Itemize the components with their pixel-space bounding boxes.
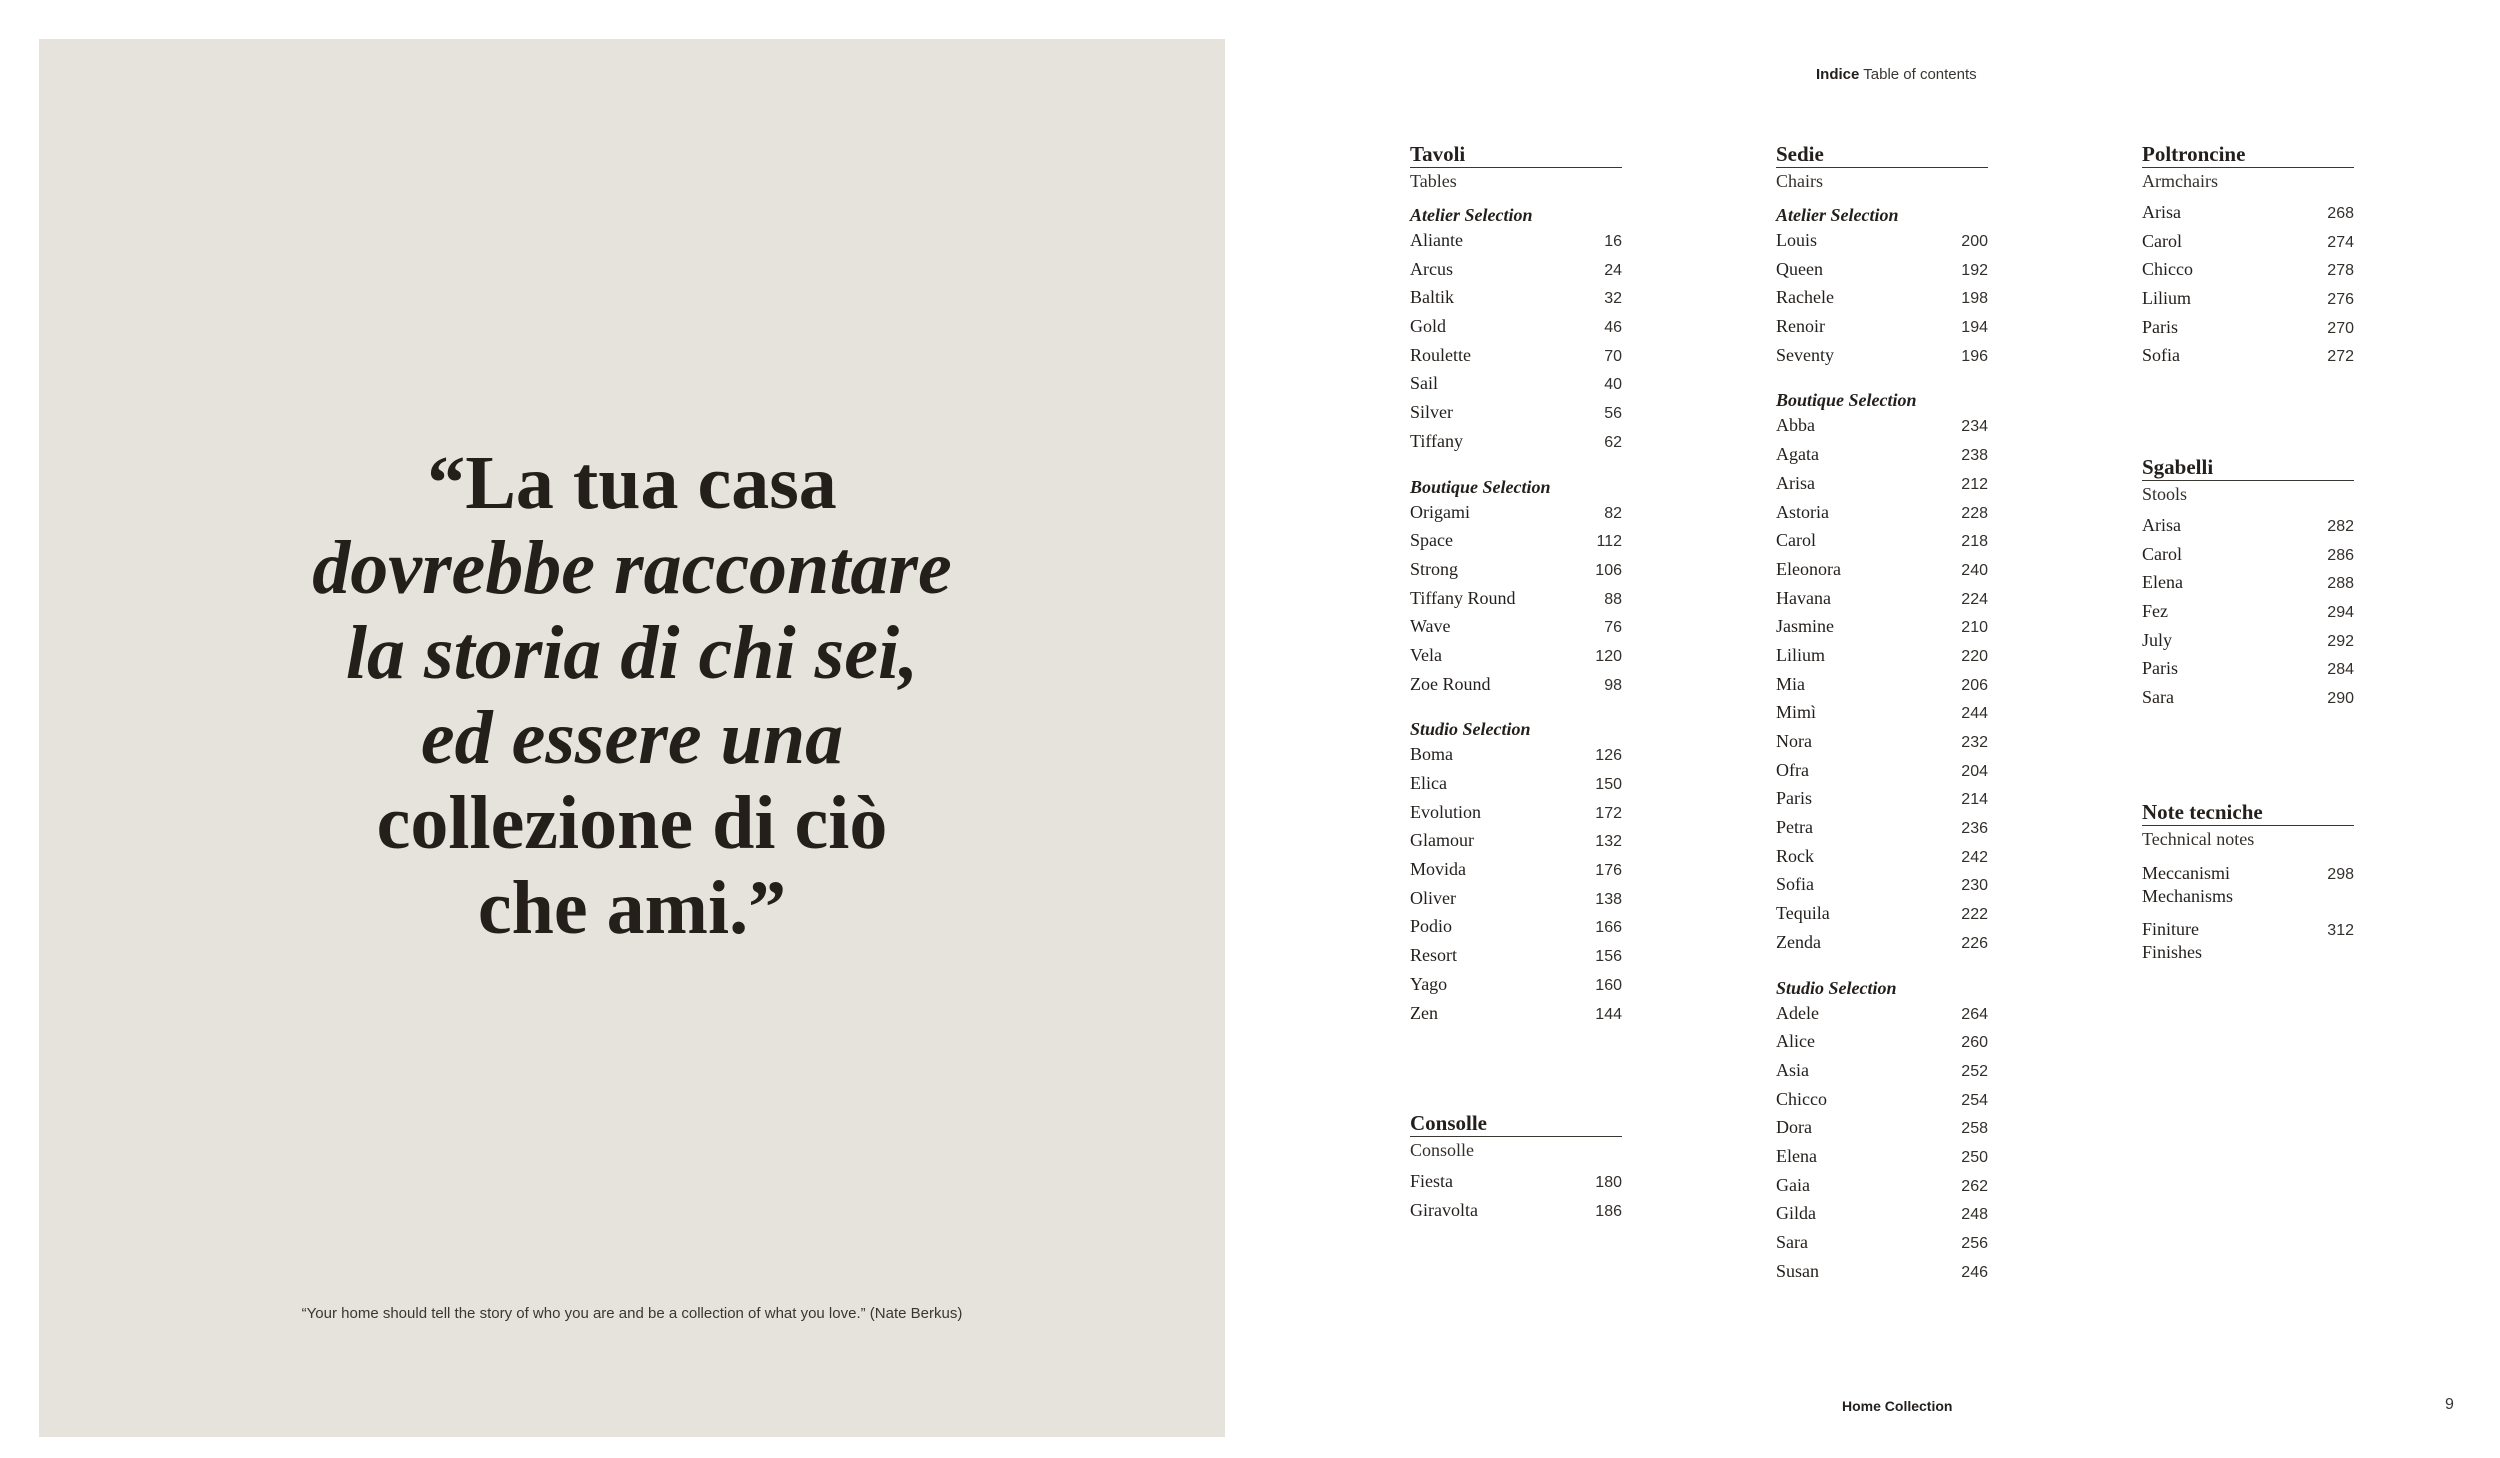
entry-page: 198 [1961, 290, 1988, 308]
entry-name: Petra [1776, 817, 1813, 838]
entry-name: Rock [1776, 845, 1814, 866]
entry-name: Renoir [1776, 316, 1825, 337]
entry-page: 176 [1595, 862, 1622, 880]
entry-page: 144 [1595, 1005, 1622, 1023]
entry-page: 284 [2327, 661, 2354, 679]
entry-name: Asia [1776, 1059, 1809, 1080]
toc-entry[interactable] [1776, 702, 1988, 731]
entry-page: 126 [1595, 747, 1622, 765]
toc-entry[interactable] [1410, 316, 1622, 345]
entry-page: 234 [1961, 418, 1988, 436]
toc-entry[interactable] [1776, 903, 1988, 932]
entry-page: 98 [1604, 676, 1622, 694]
entry-name: Elena [2142, 572, 2183, 593]
toc-entry[interactable] [1410, 674, 1622, 703]
entry-page: 292 [2327, 632, 2354, 650]
entry-page: 290 [2327, 690, 2354, 708]
entry-name: Boma [1410, 744, 1453, 765]
section-subtitle: Tables [1410, 171, 1457, 191]
entry-page: 258 [1961, 1120, 1988, 1138]
entry-page: 132 [1595, 833, 1622, 851]
toc-entry[interactable] [1776, 674, 1988, 703]
entry-group [2142, 515, 2354, 716]
toc-entry[interactable] [1410, 402, 1622, 431]
entry-group [1776, 385, 1988, 960]
entry-name: Zoe Round [1410, 673, 1491, 694]
footer-brand: Home Collection [1842, 1398, 1953, 1414]
toc-entry[interactable] [1410, 945, 1622, 974]
entry-page: 16 [1604, 233, 1622, 250]
entry-name: Sara [2142, 687, 2174, 708]
entry-name: Chicco [1776, 1088, 1827, 1109]
entry-name: Havana [1776, 587, 1831, 608]
section-subtitle: Chairs [1776, 171, 1823, 191]
entry-name: Rachele [1776, 287, 1834, 308]
toc-entry[interactable] [1776, 1175, 1988, 1204]
entry-names [2142, 918, 2202, 964]
entry-name: Carol [1776, 530, 1816, 551]
entry-page: 218 [1961, 533, 1988, 551]
entry-names [2142, 862, 2233, 908]
toc-entry[interactable] [1776, 1146, 1988, 1175]
entry-page: 62 [1604, 433, 1622, 451]
entry-name: Giravolta [1410, 1199, 1478, 1220]
section-title: Sedie [1776, 141, 1988, 168]
entry-name: Arisa [1776, 472, 1815, 493]
section-note [2142, 799, 2354, 976]
section-title: Sgabelli [2142, 454, 2354, 481]
entry-name: Fez [2142, 601, 2168, 622]
toc-entry[interactable] [1776, 645, 1988, 674]
entry-name: Gaia [1776, 1174, 1810, 1195]
group-title: Studio Selection [1776, 977, 1897, 998]
entry-page: 294 [2327, 604, 2354, 622]
toc-entry[interactable] [1776, 259, 1988, 288]
quote-line: ed essere una [420, 696, 844, 780]
entry-name: Evolution [1410, 801, 1481, 822]
quote-caption: “Your home should tell the story of who you are and be a collection of what you love.” (Nate Berkus) [301, 1305, 963, 1322]
toc-header-bold: Indice [1816, 66, 1860, 83]
entry-page: 82 [1604, 504, 1622, 522]
quote-line: collezione di ciò [376, 781, 888, 865]
group-title: Boutique Selection [1410, 476, 1551, 497]
toc-entry[interactable] [1776, 502, 1988, 531]
entry-name: Arisa [2142, 515, 2181, 535]
toc-entry[interactable] [1410, 345, 1622, 374]
toc-entry[interactable] [1410, 431, 1622, 460]
entry-page: 200 [1961, 233, 1988, 250]
toc-entry[interactable] [1776, 817, 1988, 846]
entry-name: Tequila [1776, 903, 1830, 924]
entry-name: Arisa [2142, 202, 2181, 222]
toc-entry[interactable] [1776, 731, 1988, 760]
entry-group [2142, 862, 2354, 964]
group-title: Atelier Selection [1776, 205, 1899, 225]
section-title: Tavoli [1410, 141, 1622, 168]
entry-page: 274 [2327, 233, 2354, 251]
entry-name: Chicco [2142, 259, 2193, 280]
entry-page: 172 [1595, 804, 1622, 822]
toc-entry[interactable] [1410, 744, 1622, 773]
entry-page: 206 [1961, 676, 1988, 694]
entry-page: 226 [1961, 934, 1988, 952]
entry-page: 252 [1961, 1062, 1988, 1080]
quote-line: la storia di chi sei, [345, 611, 919, 695]
entry-name: Ofra [1776, 759, 1809, 780]
section-sgabelli [2142, 454, 2354, 728]
entry-group [1776, 200, 1988, 373]
toc-entry[interactable] [1410, 1171, 1622, 1200]
entry-page: 40 [1604, 376, 1622, 394]
entry-name: Baltik [1410, 287, 1454, 308]
entry-page: 194 [1961, 319, 1988, 337]
entry-page: 268 [2327, 205, 2354, 222]
entry-page: 76 [1604, 619, 1622, 637]
entry-page: 246 [1961, 1263, 1988, 1281]
entry-name: Origami [1410, 501, 1470, 522]
toc-entry[interactable] [1776, 616, 1988, 645]
entry-page: 222 [1961, 906, 1988, 924]
entry-name: Abba [1776, 415, 1815, 436]
toc-entry[interactable] [1776, 788, 1988, 817]
entry-name: Meccanismi [2142, 863, 2230, 883]
toc-entry[interactable] [1410, 802, 1622, 831]
toc-entry[interactable] [1410, 530, 1622, 559]
entry-name: Zenda [1776, 931, 1821, 952]
entry-subname: Finishes [2142, 942, 2203, 962]
group-title: Atelier Selection [1410, 205, 1533, 225]
entry-name: Zen [1410, 1002, 1438, 1023]
entry-page: 24 [1604, 261, 1622, 279]
entry-page: 160 [1595, 976, 1622, 994]
entry-page: 156 [1595, 948, 1622, 966]
section-title: Poltroncine [2142, 141, 2354, 168]
entry-group [1410, 1171, 1622, 1228]
entry-page: 88 [1604, 590, 1622, 608]
toc-entry[interactable] [2142, 630, 2354, 659]
section-subtitle: Armchairs [2142, 171, 2218, 191]
toc-entry[interactable] [1776, 473, 1988, 502]
toc-entry[interactable] [1410, 1200, 1622, 1229]
entry-page: 264 [1961, 1005, 1988, 1023]
toc-entry[interactable] [2142, 259, 2354, 288]
entry-page: 228 [1961, 504, 1988, 522]
entry-page: 250 [1961, 1148, 1988, 1166]
quote-line: dovrebbe raccontare [312, 526, 952, 610]
entry-name: Louis [1776, 230, 1818, 250]
entry-name: Agata [1776, 444, 1819, 465]
toc-entry[interactable] [1776, 1031, 1988, 1060]
entry-name: Paris [2142, 316, 2178, 337]
toc-entry[interactable] [1776, 345, 1988, 374]
entry-page: 232 [1961, 734, 1988, 751]
toc-entry[interactable] [1776, 559, 1988, 588]
entry-page: 220 [1961, 647, 1988, 665]
entry-name: Mia [1776, 673, 1805, 694]
entry-name: Jasmine [1776, 616, 1834, 637]
section-title: Consolle [1410, 1110, 1622, 1137]
toc-entry[interactable] [1410, 830, 1622, 859]
toc-entry[interactable] [1410, 588, 1622, 617]
entry-name: Sofia [2142, 345, 2180, 366]
toc-entry[interactable] [1776, 846, 1988, 875]
entry-page: 56 [1604, 405, 1622, 423]
toc-entry[interactable] [1410, 916, 1622, 945]
toc-entry[interactable] [1776, 415, 1988, 444]
section-title: Note tecniche [2142, 799, 2354, 826]
entry-page: 262 [1961, 1177, 1988, 1195]
entry-name: Lilium [1776, 644, 1825, 665]
toc-entry[interactable] [1776, 1089, 1988, 1118]
toc-entry[interactable] [1410, 859, 1622, 888]
toc-entry[interactable] [1776, 230, 1988, 259]
entry-page: 212 [1961, 475, 1988, 493]
entry-name: Elena [1776, 1145, 1817, 1166]
toc-entry[interactable] [2142, 202, 2354, 231]
toc-entry[interactable] [1410, 616, 1622, 645]
entry-name: Alice [1776, 1031, 1815, 1052]
entry-name: Carol [2142, 230, 2182, 251]
section-sedie [1776, 141, 1988, 1301]
entry-name: Seventy [1776, 344, 1834, 365]
toc-entry[interactable] [1410, 888, 1622, 917]
entry-name: Oliver [1410, 887, 1456, 908]
entry-page: 46 [1604, 319, 1622, 337]
section-poltroncine [2142, 141, 2354, 386]
entry-name: Movida [1410, 859, 1466, 880]
entry-name: Yago [1410, 973, 1448, 994]
entry-page: 186 [1595, 1202, 1622, 1220]
toc-entry[interactable] [2142, 231, 2354, 260]
entry-name: Elica [1410, 773, 1447, 793]
entry-name: Tiffany Round [1410, 587, 1516, 608]
entry-page: 106 [1595, 561, 1622, 579]
entry-name: Gilda [1776, 1203, 1816, 1224]
entry-name: Eleonora [1776, 558, 1841, 579]
entry-page: 298 [2327, 866, 2354, 883]
toc-header-rest: Table of contents [1859, 66, 1977, 83]
entry-page: 256 [1961, 1235, 1988, 1252]
toc-entry[interactable] [2142, 601, 2354, 630]
entry-name: Susan [1776, 1260, 1820, 1281]
quote-line: “La tua casa [427, 441, 837, 525]
entry-name: Aliante [1410, 230, 1463, 250]
section-consolle [1410, 1110, 1622, 1240]
entry-page: 260 [1961, 1034, 1988, 1052]
entry-subname: Mechanisms [2142, 886, 2233, 906]
toc-entry[interactable] [1410, 230, 1622, 259]
toc-entry[interactable] [1410, 502, 1622, 531]
toc-entry[interactable] [1776, 1203, 1988, 1232]
toc-entry[interactable] [1410, 287, 1622, 316]
toc-entry[interactable] [2142, 317, 2354, 346]
section-subtitle: Consolle [1410, 1140, 1475, 1160]
entry-name: Sara [1776, 1232, 1808, 1252]
entry-name: Lilium [2142, 288, 2191, 309]
toc-entry[interactable] [1776, 530, 1988, 559]
toc-entry[interactable] [2142, 288, 2354, 317]
toc-entry[interactable] [1410, 259, 1622, 288]
pull-quote [39, 441, 1225, 951]
entry-group [1410, 200, 1622, 460]
group-title: Boutique Selection [1776, 390, 1917, 411]
toc-entry[interactable] [1776, 1060, 1988, 1089]
entry-name: Gold [1410, 316, 1446, 337]
entry-name: Podio [1410, 916, 1453, 937]
entry-group [1776, 973, 1988, 1290]
toc-entry[interactable] [1410, 974, 1622, 1003]
entry-page: 276 [2327, 291, 2354, 309]
toc-entry[interactable] [1776, 444, 1988, 473]
toc-header [1816, 66, 1977, 83]
toc-entry[interactable] [1776, 760, 1988, 789]
toc-entry[interactable] [1776, 1261, 1988, 1290]
entry-page: 192 [1961, 261, 1988, 279]
toc-entry[interactable] [2142, 572, 2354, 601]
toc-entry[interactable] [2142, 687, 2354, 716]
entry-page: 150 [1595, 776, 1622, 793]
toc-entry[interactable] [1410, 645, 1622, 674]
entry-page: 244 [1961, 705, 1988, 723]
toc-entry[interactable] [1410, 559, 1622, 588]
toc-entry[interactable] [2142, 515, 2354, 544]
toc-entry[interactable] [1776, 588, 1988, 617]
entry-name: Queen [1776, 258, 1823, 279]
entry-page: 242 [1961, 848, 1988, 866]
entry-page: 166 [1595, 919, 1622, 937]
entry-page: 224 [1961, 590, 1988, 608]
toc-entry[interactable] [1410, 773, 1622, 802]
entry-page: 240 [1961, 561, 1988, 579]
entry-name: Wave [1410, 616, 1451, 637]
toc-entry[interactable] [2142, 544, 2354, 573]
entry-page: 248 [1961, 1206, 1988, 1224]
entry-name: Finiture [2142, 919, 2199, 939]
entry-name: Adele [1776, 1002, 1819, 1023]
entry-page: 312 [2327, 922, 2354, 939]
entry-page: 196 [1961, 347, 1988, 365]
entry-name: Paris [2142, 658, 2178, 679]
entry-page: 112 [1596, 533, 1622, 551]
section-subtitle: Stools [2142, 484, 2188, 504]
entry-group [1410, 472, 1622, 703]
toc-entry[interactable] [2142, 862, 2354, 908]
toc-entry[interactable] [1410, 1003, 1622, 1032]
entry-page: 204 [1961, 762, 1988, 780]
entry-name: Silver [1410, 402, 1453, 423]
entry-page: 238 [1961, 447, 1988, 465]
entry-page: 282 [2327, 518, 2354, 535]
toc-entry[interactable] [1776, 1232, 1988, 1261]
toc-entry[interactable] [1776, 932, 1988, 961]
entry-name: Sofia [1776, 874, 1814, 895]
entry-name: Sail [1410, 373, 1439, 394]
group-title: Studio Selection [1410, 719, 1531, 740]
page-number: 9 [2445, 1396, 2454, 1413]
quote-panel [39, 39, 1225, 1437]
entry-name: Tiffany [1410, 430, 1464, 451]
entry-page: 288 [2327, 575, 2354, 593]
toc-entry[interactable] [1776, 1117, 1988, 1146]
entry-page: 70 [1604, 347, 1622, 365]
entry-name: Vela [1410, 644, 1442, 665]
entry-page: 254 [1961, 1091, 1988, 1109]
entry-page: 272 [2327, 348, 2354, 366]
section-tavoli [1410, 141, 1622, 1043]
entry-page: 120 [1595, 647, 1622, 665]
entry-page: 138 [1595, 890, 1622, 908]
toc-entry[interactable] [2142, 345, 2354, 374]
entry-name: Nora [1776, 731, 1812, 751]
entry-name: Mimì [1776, 702, 1817, 723]
section-subtitle: Technical notes [2142, 829, 2255, 849]
entry-page: 278 [2327, 262, 2354, 280]
entry-page: 180 [1595, 1174, 1622, 1191]
entry-page: 236 [1961, 820, 1988, 838]
toc-entry[interactable] [1776, 874, 1988, 903]
toc-entry[interactable] [1410, 373, 1622, 402]
entry-name: Astoria [1776, 501, 1829, 522]
entry-name: Roulette [1410, 344, 1471, 365]
toc-entry[interactable] [1776, 287, 1988, 316]
entry-name: July [2142, 629, 2173, 650]
entry-name: Fiesta [1410, 1171, 1453, 1191]
entry-page: 286 [2327, 546, 2354, 564]
entry-name: Paris [1776, 788, 1812, 809]
entry-page: 214 [1961, 791, 1988, 809]
entry-name: Dora [1776, 1117, 1812, 1138]
entry-name: Carol [2142, 543, 2182, 564]
toc-entry[interactable] [1776, 316, 1988, 345]
quote-line: che ami.” [477, 866, 787, 950]
entry-name: Resort [1410, 945, 1457, 966]
toc-entry[interactable] [2142, 658, 2354, 687]
entry-page: 230 [1961, 877, 1988, 895]
entry-name: Glamour [1410, 830, 1474, 851]
toc-entry[interactable] [2142, 918, 2354, 964]
entry-group [2142, 202, 2354, 374]
toc-entry[interactable] [1776, 1003, 1988, 1032]
entry-name: Space [1410, 530, 1453, 551]
entry-name: Arcus [1410, 258, 1453, 279]
entry-group [1410, 714, 1622, 1031]
entry-page: 270 [2327, 319, 2354, 337]
entry-page: 32 [1604, 290, 1622, 308]
entry-name: Strong [1410, 558, 1459, 579]
entry-page: 210 [1961, 619, 1988, 637]
